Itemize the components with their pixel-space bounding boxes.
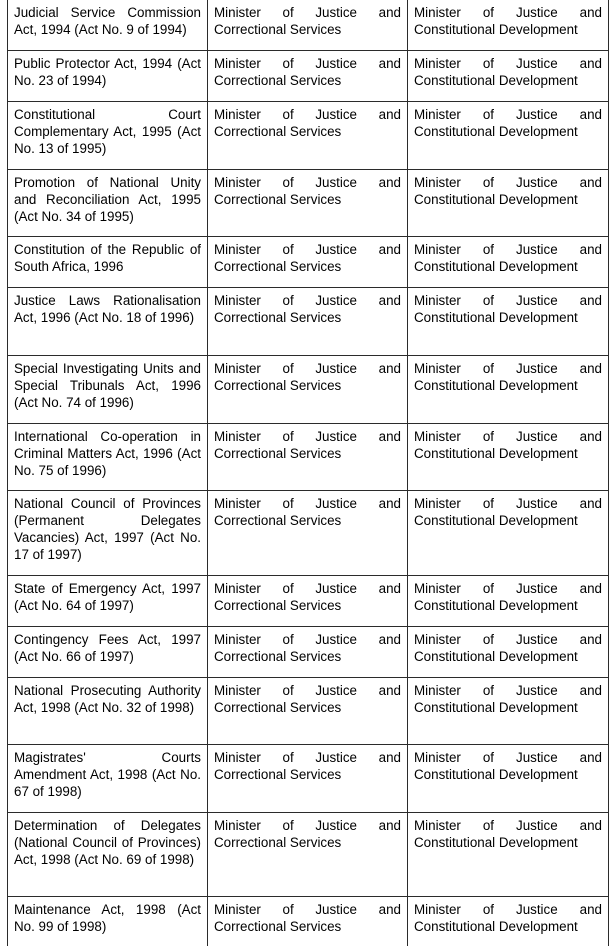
- assigned-minister-cell: Minister of Justice and Correctional Services: [208, 423, 408, 490]
- administering-minister-cell: Minister of Justice and Constitutional Development: [408, 101, 609, 169]
- act-title-cell: National Council of Provinces (Permanent Delegates Vacancies) Act, 1997 (Act No. 17 of 1997): [8, 490, 208, 575]
- assigned-minister-cell: Minister of Justice and Correctional Services: [208, 355, 408, 423]
- assigned-minister-cell: Minister of Justice and Correctional Services: [208, 744, 408, 812]
- table-row: [8, 236, 609, 287]
- act-title-cell: State of Emergency Act, 1997 (Act No. 64 of 1997): [8, 575, 208, 626]
- administering-minister-cell: Minister of Justice and Constitutional Development: [408, 490, 609, 575]
- legislation-table: [7, 0, 609, 946]
- table-row: [8, 896, 609, 946]
- act-title-cell: Judicial Service Commission Act, 1994 (Act No. 9 of 1994): [8, 0, 208, 50]
- act-title-cell: Contingency Fees Act, 1997 (Act No. 66 of 1997): [8, 626, 208, 677]
- assigned-minister-cell: Minister of Justice and Correctional Services: [208, 50, 408, 101]
- act-title-cell: Justice Laws Rationalisation Act, 1996 (Act No. 18 of 1996): [8, 287, 208, 355]
- table-row: [8, 812, 609, 896]
- table-row: [8, 423, 609, 490]
- assigned-minister-cell: Minister of Justice and Correctional Services: [208, 896, 408, 946]
- act-title-cell: Constitution of the Republic of South Africa, 1996: [8, 236, 208, 287]
- act-title-cell: Maintenance Act, 1998 (Act No. 99 of 1998): [8, 896, 208, 946]
- table-row: [8, 169, 609, 236]
- assigned-minister-cell: Minister of Justice and Correctional Services: [208, 101, 408, 169]
- administering-minister-cell: Minister of Justice and Constitutional Development: [408, 744, 609, 812]
- assigned-minister-cell: Minister of Justice and Correctional Services: [208, 490, 408, 575]
- assigned-minister-cell: Minister of Justice and Correctional Services: [208, 236, 408, 287]
- administering-minister-cell: Minister of Justice and Constitutional Development: [408, 287, 609, 355]
- act-title-cell: Magistrates' Courts Amendment Act, 1998 (Act No. 67 of 1998): [8, 744, 208, 812]
- table-row: [8, 355, 609, 423]
- administering-minister-cell: Minister of Justice and Constitutional Development: [408, 169, 609, 236]
- assigned-minister-cell: Minister of Justice and Correctional Services: [208, 812, 408, 896]
- table-row: [8, 677, 609, 744]
- administering-minister-cell: Minister of Justice and Constitutional Development: [408, 626, 609, 677]
- table-row: [8, 101, 609, 169]
- administering-minister-cell: Minister of Justice and Constitutional Development: [408, 677, 609, 744]
- assigned-minister-cell: Minister of Justice and Correctional Services: [208, 287, 408, 355]
- table-row: [8, 490, 609, 575]
- administering-minister-cell: Minister of Justice and Constitutional Development: [408, 50, 609, 101]
- act-title-cell: International Co-operation in Criminal Matters Act, 1996 (Act No. 75 of 1996): [8, 423, 208, 490]
- table-row: [8, 626, 609, 677]
- administering-minister-cell: Minister of Justice and Constitutional Development: [408, 423, 609, 490]
- assigned-minister-cell: Minister of Justice and Correctional Services: [208, 677, 408, 744]
- act-title-cell: Special Investigating Units and Special Tribunals Act, 1996 (Act No. 74 of 1996): [8, 355, 208, 423]
- administering-minister-cell: Minister of Justice and Constitutional Development: [408, 575, 609, 626]
- administering-minister-cell: Minister of Justice and Constitutional Development: [408, 896, 609, 946]
- table-row: [8, 50, 609, 101]
- administering-minister-cell: Minister of Justice and Constitutional Development: [408, 0, 609, 50]
- assigned-minister-cell: Minister of Justice and Correctional Services: [208, 169, 408, 236]
- act-title-cell: Constitutional Court Complementary Act, 1995 (Act No. 13 of 1995): [8, 101, 208, 169]
- table-row: [8, 0, 609, 50]
- administering-minister-cell: Minister of Justice and Constitutional Development: [408, 236, 609, 287]
- act-title-cell: National Prosecuting Authority Act, 1998 (Act No. 32 of 1998): [8, 677, 208, 744]
- administering-minister-cell: Minister of Justice and Constitutional Development: [408, 355, 609, 423]
- act-title-cell: Determination of Delegates (National Council of Provinces) Act, 1998 (Act No. 69 of 1998): [8, 812, 208, 896]
- act-title-cell: Public Protector Act, 1994 (Act No. 23 of 1994): [8, 50, 208, 101]
- act-title-cell: Promotion of National Unity and Reconciliation Act, 1995 (Act No. 34 of 1995): [8, 169, 208, 236]
- assigned-minister-cell: Minister of Justice and Correctional Services: [208, 626, 408, 677]
- assigned-minister-cell: Minister of Justice and Correctional Services: [208, 0, 408, 50]
- table-row: [8, 575, 609, 626]
- administering-minister-cell: Minister of Justice and Constitutional Development: [408, 812, 609, 896]
- assigned-minister-cell: Minister of Justice and Correctional Services: [208, 575, 408, 626]
- table-row: [8, 744, 609, 812]
- table-row: [8, 287, 609, 355]
